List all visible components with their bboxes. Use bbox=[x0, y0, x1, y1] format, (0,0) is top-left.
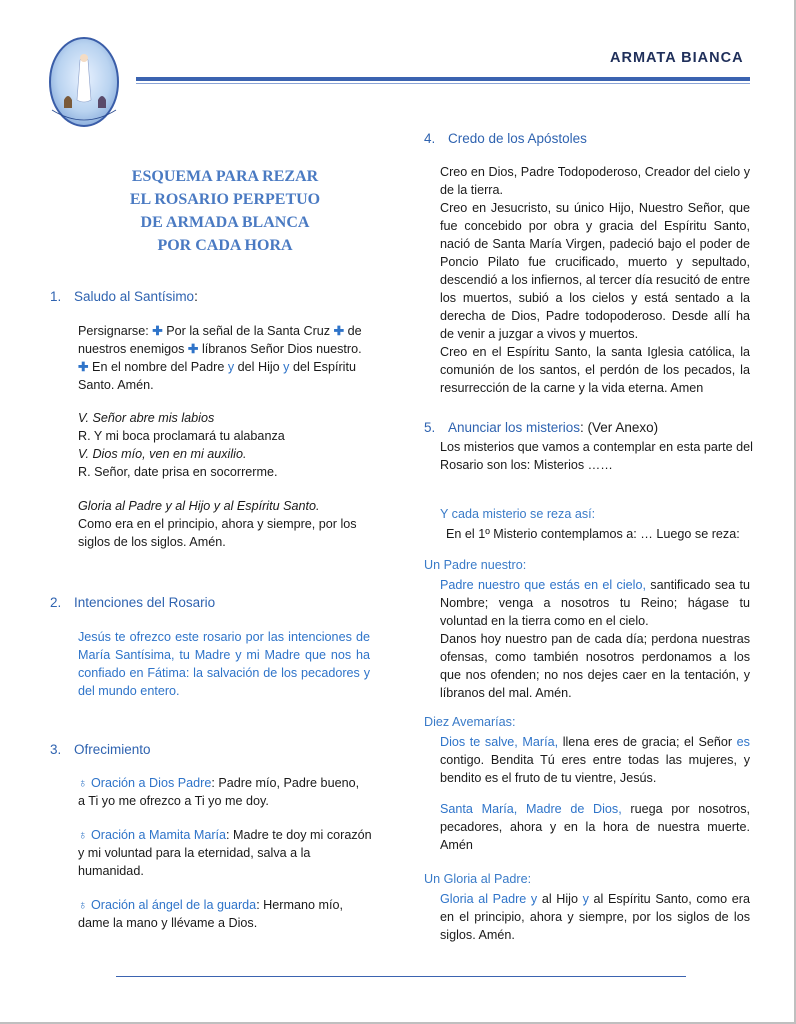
offering-label: Oración al ángel de la guarda bbox=[90, 898, 257, 912]
creed-paragraph-2: Creo en Jesucristo, su único Hijo, Nuestro Señor, que fue concebido por obra y gracia del Espíritu Santo, nació de Santa María Virgen, padeció bajo el poder de Poncio Pilato fue crucificado, muerto y sepultado, descendió a los infiernos, al tercer día resucitó de entre los muertos, subió a los cielos y está sentado a la derecha de Dios, Padre todopoderoso. Desde allí ha de venir a juzgar a vivos y muertos. bbox=[440, 201, 750, 341]
title-line-4: POR CADA HORA bbox=[157, 237, 293, 254]
section-5-heading bbox=[424, 420, 658, 435]
cross-icon: ✚ bbox=[333, 324, 345, 338]
padre-nuestro-text bbox=[440, 576, 750, 702]
section-title: Anunciar los misterios bbox=[448, 420, 581, 435]
gloria-line-1: Gloria al Padre y al Hijo y al Espíritu Santo. bbox=[78, 499, 320, 513]
text-y: y bbox=[227, 360, 235, 374]
prayer-text: Danos hoy nuestro pan de cada día; perdona nuestras ofensas, como también nosotros perdonamos a los que nos ofenden; no nos dejes caer en la tentación, y líbranos del mal. Amén. bbox=[440, 632, 750, 700]
section-3-heading bbox=[50, 742, 151, 757]
title-line-1: ESQUEMA PARA REZAR bbox=[131, 168, 319, 185]
prayer-text: santificado sea tu Nombre; venga a nosotros tu Reino; hágase tu voluntad en la tierra como en el cielo. bbox=[440, 578, 750, 628]
text: líbranos Señor Dios nuestro. bbox=[198, 342, 362, 356]
prayer-opening: Dios te salve, María, bbox=[440, 735, 559, 749]
prayer-text: llena eres de gracia; el Señor bbox=[558, 735, 737, 749]
text: del Espíritu Santo. Amén. bbox=[78, 360, 356, 392]
prayer-opening: Padre nuestro que estás en el cielo, bbox=[440, 578, 646, 592]
section-5-text: Los misterios que vamos a contemplar en esta parte del Rosario son los: Misterios …… bbox=[440, 440, 753, 472]
prayer-opening: Gloria al Padre bbox=[440, 892, 531, 906]
avemarias-text-2 bbox=[440, 800, 750, 854]
versicle-1: V. Señor abre mis labios bbox=[78, 411, 215, 425]
versicle-2: V. Dios mío, ven en mi auxilio. bbox=[78, 447, 247, 461]
offering-text: : Hermano mío, dame la mano y llévame a Dios. bbox=[78, 898, 343, 930]
section-number: 4. bbox=[424, 131, 436, 146]
section-title: Intenciones del Rosario bbox=[74, 595, 216, 610]
section-2-heading bbox=[50, 595, 215, 610]
gloria-heading: Un Gloria al Padre: bbox=[424, 872, 532, 886]
offering-item bbox=[78, 826, 374, 880]
page-title bbox=[80, 165, 370, 257]
section-1-sign-of-cross bbox=[78, 322, 368, 394]
section-title: Saludo al Santísimo bbox=[74, 289, 195, 304]
mystery-subheading: Y cada misterio se reza así: bbox=[440, 507, 596, 521]
bell-icon: ♁ bbox=[78, 898, 88, 912]
title-line-2: EL ROSARIO PERPETUO bbox=[129, 191, 321, 208]
section-colon: : bbox=[194, 289, 198, 304]
gloria-line-2: Como era en el principio, ahora y siempre, por los siglos de los siglos. Amén. bbox=[78, 517, 357, 549]
header-rule bbox=[136, 77, 750, 81]
text-y: y bbox=[283, 360, 290, 374]
offering-label: Oración a Mamita María bbox=[90, 828, 227, 842]
gloria-text bbox=[440, 890, 750, 944]
section-1-versicles bbox=[78, 409, 378, 481]
prayer-text: contigo. Bendita Tú eres entre todas las mujeres, y bendito es el fruto de tu vientre, Jesús. bbox=[440, 753, 750, 785]
offering-text: : Padre mío, Padre bueno, a Ti yo me ofrezco a Ti yo me doy. bbox=[78, 776, 360, 808]
prayer-text-es: es bbox=[736, 735, 750, 749]
brand-name: ARMATA BIANCA bbox=[610, 50, 744, 66]
response-1: R. Y mi boca proclamará tu alabanza bbox=[78, 429, 285, 443]
avemarias-text-1 bbox=[440, 733, 750, 787]
text: de nuestros enemigos bbox=[78, 324, 362, 356]
bell-icon: ♁ bbox=[78, 776, 88, 790]
cross-icon: ✚ bbox=[152, 324, 163, 338]
prayer-text: ruega por nosotros, pecadores, ahora y en la hora de nuestra muerte. Amén bbox=[440, 802, 750, 852]
offering-item bbox=[78, 774, 368, 810]
section-title: Ofrecimiento bbox=[74, 742, 151, 757]
bell-icon: ♁ bbox=[78, 828, 88, 842]
footer-rule bbox=[116, 976, 686, 977]
offering-item bbox=[78, 896, 368, 932]
section-suffix: : (Ver Anexo) bbox=[580, 420, 659, 435]
cross-icon: ✚ bbox=[78, 360, 89, 374]
text: del Hijo bbox=[234, 360, 284, 374]
offering-label: Oración a Dios Padre bbox=[90, 776, 212, 790]
section-number: 3. bbox=[50, 742, 62, 757]
section-number: 5. bbox=[424, 420, 436, 435]
section-number: 2. bbox=[50, 595, 62, 610]
section-4-creed bbox=[440, 163, 750, 397]
armata-bianca-logo bbox=[44, 30, 124, 130]
header-rule-thin bbox=[136, 83, 750, 84]
section-2-text: Jesús te ofrezco este rosario por las intenciones de María Santísima, tu Madre y mi Madre que nos ha confiado en Fátima: la salvación de los pecadores y del mundo entero. bbox=[78, 630, 370, 698]
section-1-gloria bbox=[78, 497, 368, 551]
creed-paragraph-1: Creo en Dios, Padre Todopoderoso, Creador del cielo y de la tierra. bbox=[440, 165, 750, 197]
avemarias-heading: Diez Avemarías: bbox=[424, 715, 516, 729]
section-number: 1. bbox=[50, 289, 62, 304]
prayer-text: al Espíritu Santo, como era en el principio, ahora y siempre, por los siglos de los siglos. Amén. bbox=[440, 892, 751, 942]
response-2: R. Señor, date prisa en socorrerme. bbox=[78, 465, 278, 479]
section-4-heading bbox=[424, 131, 587, 146]
text: Por la señal de la Santa Cruz bbox=[162, 324, 334, 338]
prayer-text: al Hijo bbox=[537, 892, 583, 906]
text-y: y bbox=[582, 892, 589, 906]
mystery-instruction: En el 1º Misterio contemplamos a: … Luego se reza: bbox=[446, 527, 740, 541]
offering-text: : Madre te doy mi corazón y mi voluntad para la eternidad, salva a la humanidad. bbox=[78, 828, 372, 878]
padre-nuestro-heading: Un Padre nuestro: bbox=[424, 558, 527, 572]
text-persignarse: Persignarse: bbox=[78, 324, 153, 338]
section-title: Credo de los Apóstoles bbox=[448, 131, 587, 146]
section-1-heading bbox=[50, 289, 198, 304]
text-y: y bbox=[530, 892, 538, 906]
creed-paragraph-3: Creo en el Espíritu Santo, la santa Iglesia católica, la comunión de los santos, el perdón de los pecados, la resurrección de la carne y la vida eterna. Amen bbox=[440, 345, 750, 395]
text: En el nombre del Padre bbox=[88, 360, 228, 374]
cross-icon: ✚ bbox=[187, 342, 199, 356]
title-line-3: DE ARMADA BLANCA bbox=[140, 214, 310, 231]
prayer-opening: Santa María, Madre de Dios, bbox=[440, 802, 622, 816]
